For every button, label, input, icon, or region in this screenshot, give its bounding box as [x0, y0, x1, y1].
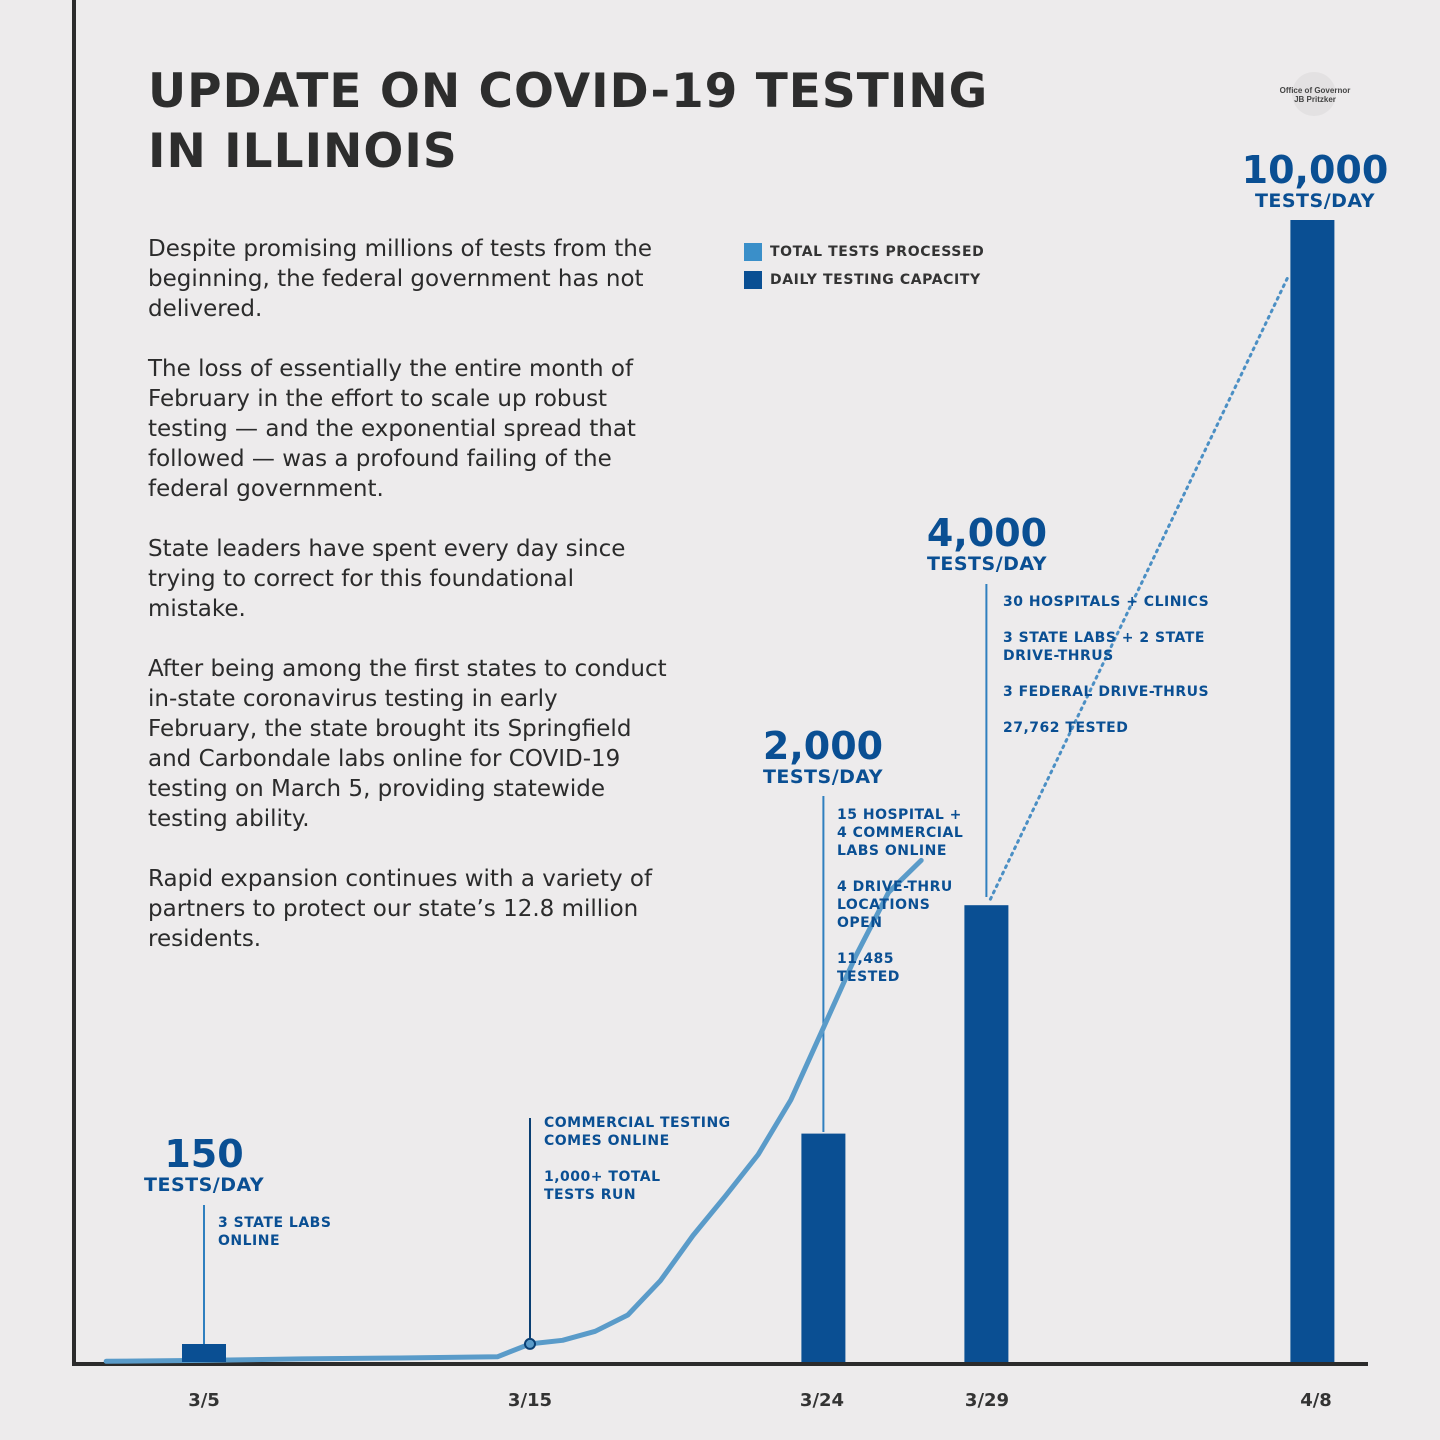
bar-unit-0305: TESTS/DAY [144, 1174, 265, 1196]
x-tick-label: 3/24 [799, 1390, 845, 1411]
bar-unit-0408: TESTS/DAY [1254, 190, 1376, 212]
legend-swatch-total [744, 243, 762, 261]
x-tick-label: 4/8 [1300, 1390, 1332, 1411]
paragraph-1: Despite promising millions of tests from the beginning, the federal government has not delivered. [148, 236, 653, 322]
bar-label-0305 [144, 1134, 264, 1196]
paragraph-4: After being among the first states to conduct in-state coronavirus testing in early February, the state brought its Springfield and Carbondale labs online for COVID-19 testing on March 5, providing statewide testing ability. [148, 656, 667, 832]
capacity-bar-3-24 [801, 1134, 845, 1362]
annotation-0315 [544, 1114, 731, 1222]
logo-line-2: JB Pritzker [1294, 95, 1336, 104]
capacity-bar-3-5 [182, 1344, 226, 1362]
bar-label-0408 [1235, 150, 1395, 212]
annotation-0324-item: 11,485 TESTED [837, 951, 900, 985]
capacity-bar-3-29 [964, 905, 1008, 1362]
annotation-0329-item: 3 STATE LABS + 2 STATE DRIVE-THRUS [1003, 630, 1205, 664]
legend-item-total [744, 238, 984, 266]
x-tick-label: 3/29 [964, 1390, 1010, 1411]
title-line-2: IN ILLINOIS [148, 124, 458, 179]
annotation-0324 [837, 806, 963, 1004]
annotation-0329-item: 30 HOSPITALS + CLINICS [1003, 594, 1210, 610]
paragraph-3: State leaders have spent every day since trying to correct for this foundational mistake. [148, 536, 626, 622]
projection-dotted-line [990, 276, 1288, 899]
annotation-0305-item: 3 STATE LABS ONLINE [218, 1215, 332, 1249]
annotation-0324-item: 15 HOSPITAL + 4 COMMERCIAL LABS ONLINE [837, 807, 964, 859]
bar-value-0329: 4,000 [926, 511, 1048, 555]
annotation-0324-item: 4 DRIVE-THRU LOCATIONS OPEN [837, 879, 953, 931]
legend-item-daily [744, 266, 984, 294]
chart-legend [744, 238, 984, 294]
bar-unit-0329: TESTS/DAY [926, 553, 1048, 575]
bar-value-0305: 150 [164, 1132, 244, 1176]
paragraph-5: Rapid expansion continues with a variety of partners to protect our state’s 12.8 million residents. [148, 866, 653, 952]
bar-unit-0324: TESTS/DAY [762, 766, 884, 788]
capacity-bar-4-8 [1290, 220, 1334, 1362]
legend-swatch-daily [744, 271, 762, 289]
legend-label-total: TOTAL TESTS PROCESSED [770, 244, 985, 260]
bar-value-0324: 2,000 [762, 724, 884, 768]
annotation-0315-item: 1,000+ TOTAL TESTS RUN [544, 1169, 661, 1203]
logo-line-1: Office of Governor [1279, 86, 1351, 95]
annotation-0329-item: 27,762 TESTED [1003, 720, 1129, 736]
title-line-1: UPDATE ON COVID-19 TESTING [148, 64, 989, 119]
x-tick-label: 3/5 [188, 1390, 220, 1411]
annotation-0315-item: COMMERCIAL TESTING COMES ONLINE [544, 1115, 731, 1149]
page-title [148, 62, 1068, 182]
bar-value-0408: 10,000 [1241, 148, 1389, 192]
bar-label-0324 [753, 726, 893, 788]
annotation-0329 [1003, 593, 1209, 755]
logo-text [1270, 86, 1360, 104]
legend-label-daily: DAILY TESTING CAPACITY [770, 272, 981, 288]
x-tick-label: 3/15 [507, 1390, 553, 1411]
paragraph-2: The loss of essentially the entire month of February in the effort to scale up robust testing — and the exponential spread that followed — was a profound failing of the federal government. [148, 356, 636, 502]
annotation-0329-item: 3 FEDERAL DRIVE-THRUS [1003, 684, 1210, 700]
intro-text [148, 234, 668, 984]
annotation-0305 [218, 1214, 331, 1268]
bar-label-0329 [917, 513, 1057, 575]
marker-3-15 [525, 1339, 535, 1349]
governor-seal-logo [1270, 72, 1360, 118]
